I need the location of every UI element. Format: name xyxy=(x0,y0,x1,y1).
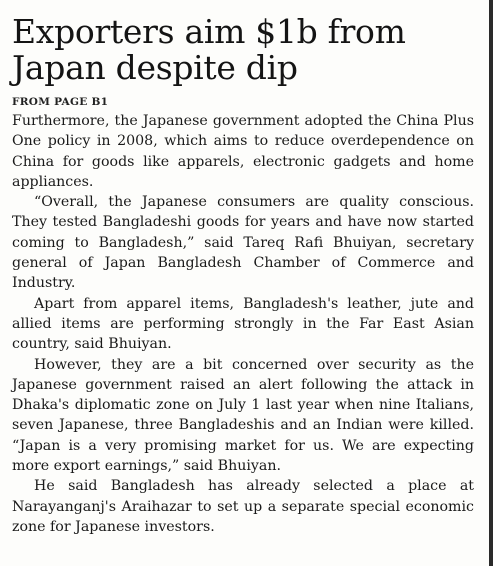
article-body xyxy=(12,111,474,537)
paragraph: However, they are a bit concerned over security as the Japanese government raised an alert following the attack in Dhaka's diplomatic zone on July 1 last year when nine Italians, seven Japanese, three Bangladeshis and an Indian were killed. “Japan is a very promising market for us. We are expecting more export earnings,” said Bhuiyan. xyxy=(12,356,474,475)
article xyxy=(12,14,474,537)
jump-line: FROM PAGE B1 xyxy=(12,96,109,108)
paragraph: Furthermore, the Japanese government adopted the China Plus One policy in 2008, which aims to reduce overdependence on China for goods like apparels, electronic gadgets and home appliances. xyxy=(12,113,474,190)
headline-line-2: Japan despite dip xyxy=(12,48,298,87)
paragraph: He said Bangladesh has already selected a place at Narayanganj's Araihazar to set up a separate special economic zone for Japanese investors. xyxy=(12,478,474,535)
headline xyxy=(12,14,474,86)
paragraph: “Overall, the Japanese consumers are quality conscious. They tested Bangladeshi goods for years and have now started coming to Bangladesh,” said Tareq Rafi Bhuiyan, secretary general of Japan Bangladesh Chamber of Commerce and Industry. xyxy=(12,194,474,292)
paragraph: Apart from apparel items, Bangladesh's leather, jute and allied items are performing strongly in the Far East Asian country, said Bhuiyan. xyxy=(12,295,474,353)
clipping-edge xyxy=(489,0,493,566)
headline-line-1: Exporters aim $1b from xyxy=(12,12,406,51)
